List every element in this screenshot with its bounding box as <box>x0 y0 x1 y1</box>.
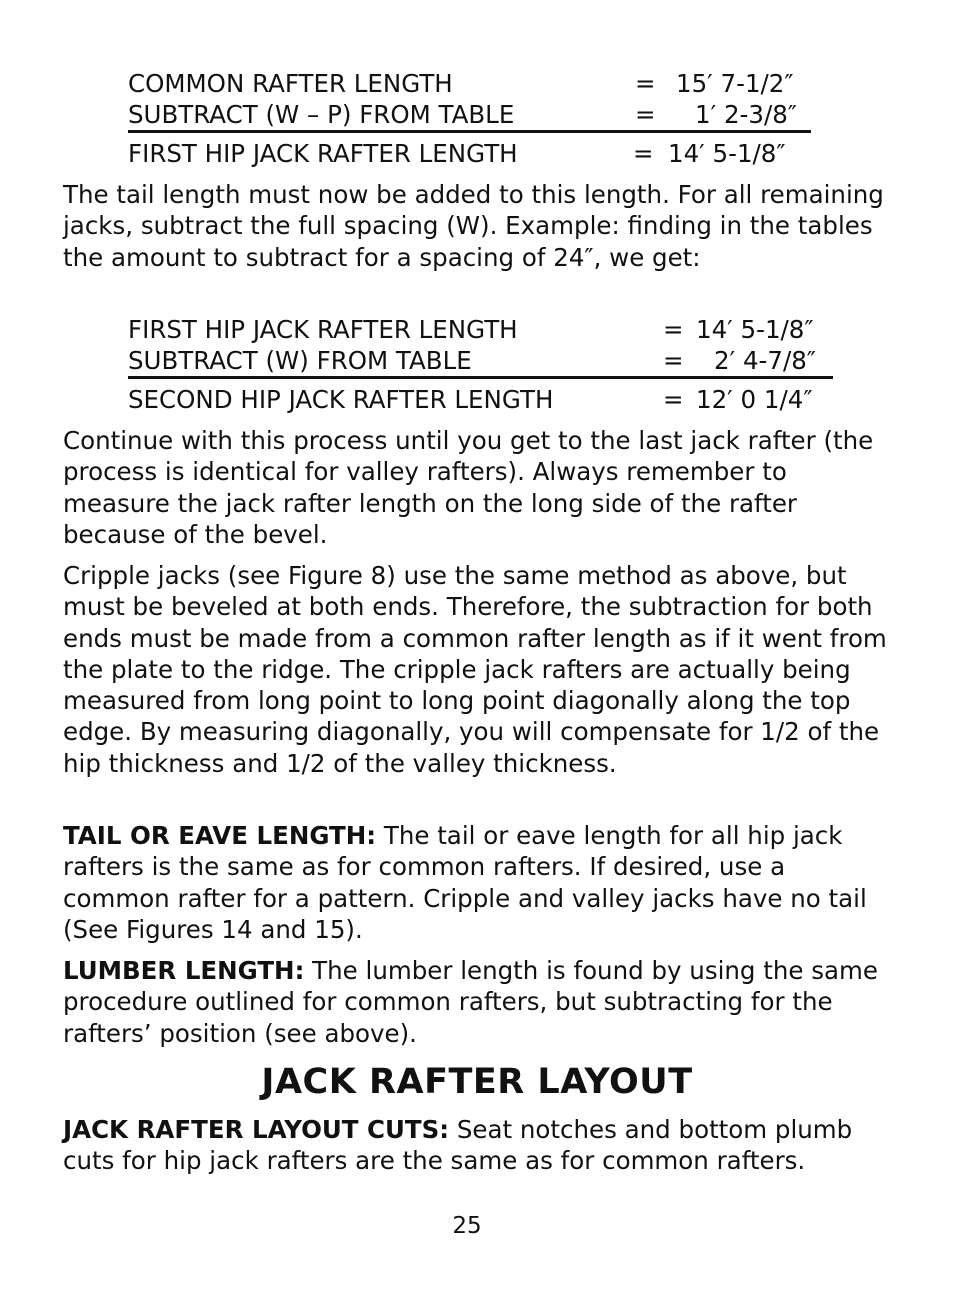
calc-row <box>128 314 838 345</box>
calc-row <box>128 345 838 376</box>
paragraph-text: Seat notches and bottom plumb cuts for hip jack rafters are the same as for common rafters. <box>63 1115 853 1176</box>
subtraction-rule <box>128 376 833 379</box>
paragraph-lead: TAIL OR EAVE LENGTH: <box>63 821 377 850</box>
calc-row-result <box>128 138 818 169</box>
calc-value: 14′ 5-1/8″ <box>668 139 786 168</box>
calc-label: FIRST HIP JACK RAFTER LENGTH <box>128 139 518 168</box>
calc-row-result <box>128 384 838 415</box>
calc-value: 12′ 0 1/4″ <box>696 385 813 414</box>
calc-value: 14′ 5-1/8″ <box>696 315 814 344</box>
calc-value: 2′ 4-7/8″ <box>714 346 816 375</box>
section-heading: JACK RAFTER LAYOUT <box>261 1062 693 1102</box>
paragraph-lumber-length <box>63 955 893 1049</box>
calc-label: FIRST HIP JACK RAFTER LENGTH <box>128 315 518 344</box>
calc-label: SECOND HIP JACK RAFTER LENGTH <box>128 385 554 414</box>
equals-sign: = <box>635 69 656 98</box>
paragraph-lead: LUMBER LENGTH: <box>63 956 305 985</box>
equals-sign: = <box>635 100 656 129</box>
paragraph-cripple-jacks: Cripple jacks (see Figure 8) use the same method as above, but must be beveled at both ends. Therefore, the subtraction for both ends must be made from a common rafter length as if it went from the plate to the ridge. The cripple jack rafters are actually being measured from long point to long point diagonally along the top edge. By measuring diagonally, you will compensate for 1/2 of the hip thickness and 1/2 of the valley thickness. <box>63 561 887 778</box>
paragraph-continue-process: Continue with this process until you get to the last jack rafter (the process is identical for valley rafters). Always remember to measure the jack rafter length on the long side of the rafter because of the bevel. <box>63 426 874 549</box>
calc-value: 1′ 2-3/8″ <box>695 100 797 129</box>
paragraph-tail-eave-length <box>63 820 893 945</box>
calc-label: SUBTRACT (W – P) FROM TABLE <box>128 100 515 129</box>
calc-label: COMMON RAFTER LENGTH <box>128 69 453 98</box>
equals-sign: = <box>663 385 684 414</box>
paragraph-lead: JACK RAFTER LAYOUT CUTS: <box>63 1115 450 1144</box>
calc-row <box>128 68 818 99</box>
paragraph-text: The lumber length is found by using the same procedure outlined for common rafters, but subtracting for the rafters’ position (see above). <box>63 956 878 1048</box>
paragraph-text: The tail or eave length for all hip jack rafters is the same as for common rafters. If desired, use a common rafter for a pattern. Cripple and valley jacks have no tail (See Figures 14 and 15). <box>63 821 867 944</box>
equals-sign: = <box>663 315 684 344</box>
equals-sign: = <box>663 346 684 375</box>
equals-sign: = <box>633 139 654 168</box>
calc-row <box>128 99 818 130</box>
paragraph-layout-cuts <box>63 1114 893 1177</box>
calc-label: SUBTRACT (W) FROM TABLE <box>128 346 472 375</box>
subtraction-rule <box>128 130 811 133</box>
calculation-block-second-jack <box>128 314 838 415</box>
calc-value: 15′ 7-1/2″ <box>676 69 794 98</box>
paragraph-tail-length: The tail length must now be added to this length. For all remaining jacks, subtract the full spacing (W). Example: finding in the tables the amount to subtract for a spacing of 24″, we get: <box>63 180 884 272</box>
page-number: 25 <box>452 1213 482 1239</box>
calculation-block-first-jack <box>128 68 818 169</box>
